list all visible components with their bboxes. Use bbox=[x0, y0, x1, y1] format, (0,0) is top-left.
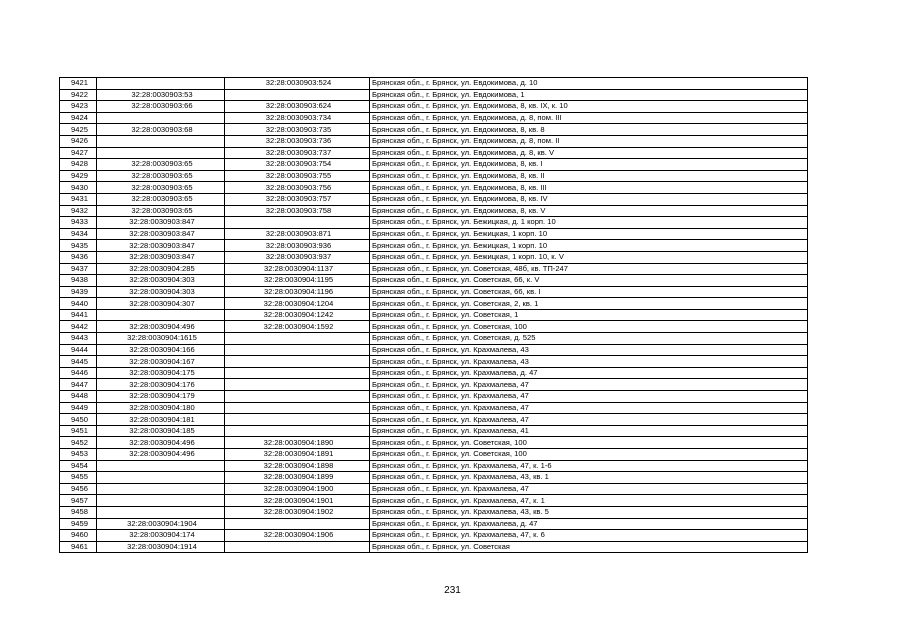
row-number-cell: 9421 bbox=[60, 78, 97, 90]
cadastral-number-cell bbox=[225, 367, 370, 379]
row-number-cell: 9444 bbox=[60, 344, 97, 356]
address-cell: Брянская обл., г. Брянск, ул. Крахмалева, 43, кв. 5 bbox=[370, 506, 808, 518]
parent-cadastral-number-cell: 32:28:0030904:496 bbox=[97, 437, 225, 449]
parent-cadastral-number-cell bbox=[97, 309, 225, 321]
address-cell: Брянская обл., г. Брянск, ул. Крахмалева, 47 bbox=[370, 402, 808, 414]
cadastral-number-cell bbox=[225, 217, 370, 229]
row-number-cell: 9433 bbox=[60, 217, 97, 229]
cadastral-number-cell: 32:28:0030904:1906 bbox=[225, 530, 370, 542]
cadastral-number-cell: 32:28:0030903:757 bbox=[225, 193, 370, 205]
table-row bbox=[60, 89, 808, 101]
table-row bbox=[60, 344, 808, 356]
cadastral-number-cell bbox=[225, 333, 370, 345]
row-number-cell: 9437 bbox=[60, 263, 97, 275]
cadastral-number-cell: 32:28:0030903:734 bbox=[225, 112, 370, 124]
cadastral-number-cell: 32:28:0030904:1900 bbox=[225, 483, 370, 495]
address-cell: Брянская обл., г. Брянск, ул. Крахмалева, 43 bbox=[370, 356, 808, 368]
table-row bbox=[60, 518, 808, 530]
row-number-cell: 9449 bbox=[60, 402, 97, 414]
row-number-cell: 9460 bbox=[60, 530, 97, 542]
address-cell: Брянская обл., г. Брянск, ул. Евдокимова, д. 10 bbox=[370, 78, 808, 90]
cadastral-number-cell bbox=[225, 356, 370, 368]
row-number-cell: 9438 bbox=[60, 275, 97, 287]
cadastral-number-cell: 32:28:0030904:1902 bbox=[225, 506, 370, 518]
parent-cadastral-number-cell: 32:28:0030904:174 bbox=[97, 530, 225, 542]
address-cell: Брянская обл., г. Брянск, ул. Крахмалева, 41 bbox=[370, 425, 808, 437]
cadastral-number-cell: 32:28:0030903:755 bbox=[225, 170, 370, 182]
row-number-cell: 9425 bbox=[60, 124, 97, 136]
cadastral-number-cell bbox=[225, 402, 370, 414]
table-row bbox=[60, 78, 808, 90]
address-cell: Брянская обл., г. Брянск, ул. Евдокимова, 8, кв. II bbox=[370, 170, 808, 182]
table-row bbox=[60, 379, 808, 391]
row-number-cell: 9427 bbox=[60, 147, 97, 159]
table-row bbox=[60, 205, 808, 217]
parent-cadastral-number-cell: 32:28:0030904:180 bbox=[97, 402, 225, 414]
parent-cadastral-number-cell bbox=[97, 506, 225, 518]
cadastral-number-cell: 32:28:0030904:1898 bbox=[225, 460, 370, 472]
address-cell: Брянская обл., г. Брянск, ул. Крахмалева, д. 47 bbox=[370, 518, 808, 530]
row-number-cell: 9459 bbox=[60, 518, 97, 530]
row-number-cell: 9455 bbox=[60, 472, 97, 484]
table-row bbox=[60, 101, 808, 113]
parent-cadastral-number-cell: 32:28:0030904:1904 bbox=[97, 518, 225, 530]
cadastral-number-cell bbox=[225, 391, 370, 403]
address-cell: Брянская обл., г. Брянск, ул. Евдокимова, 8, кв. IX, к. 10 bbox=[370, 101, 808, 113]
row-number-cell: 9443 bbox=[60, 333, 97, 345]
address-cell: Брянская обл., г. Брянск, ул. Евдокимова, 8, кв. V bbox=[370, 205, 808, 217]
cadastral-number-cell: 32:28:0030904:1901 bbox=[225, 495, 370, 507]
parent-cadastral-number-cell: 32:28:0030903:65 bbox=[97, 159, 225, 171]
address-cell: Брянская обл., г. Брянск, ул. Советская, 66, кв. I bbox=[370, 286, 808, 298]
parent-cadastral-number-cell: 32:28:0030903:847 bbox=[97, 228, 225, 240]
row-number-cell: 9430 bbox=[60, 182, 97, 194]
table-row bbox=[60, 263, 808, 275]
parent-cadastral-number-cell: 32:28:0030904:176 bbox=[97, 379, 225, 391]
table-row bbox=[60, 193, 808, 205]
cadastral-number-cell: 32:28:0030903:871 bbox=[225, 228, 370, 240]
address-cell: Брянская обл., г. Брянск, ул. Крахмалева, 47, к. 1-6 bbox=[370, 460, 808, 472]
cadastral-number-cell: 32:28:0030903:524 bbox=[225, 78, 370, 90]
parent-cadastral-number-cell: 32:28:0030904:185 bbox=[97, 425, 225, 437]
row-number-cell: 9426 bbox=[60, 135, 97, 147]
cadastral-number-cell: 32:28:0030903:737 bbox=[225, 147, 370, 159]
parent-cadastral-number-cell: 32:28:0030904:166 bbox=[97, 344, 225, 356]
table-row bbox=[60, 391, 808, 403]
table-row bbox=[60, 402, 808, 414]
address-cell: Брянская обл., г. Брянск, ул. Советская, 66, к. V bbox=[370, 275, 808, 287]
row-number-cell: 9451 bbox=[60, 425, 97, 437]
cadastral-number-cell bbox=[225, 379, 370, 391]
table-row bbox=[60, 286, 808, 298]
cadastral-number-cell bbox=[225, 414, 370, 426]
parent-cadastral-number-cell bbox=[97, 472, 225, 484]
table-row bbox=[60, 483, 808, 495]
row-number-cell: 9422 bbox=[60, 89, 97, 101]
row-number-cell: 9448 bbox=[60, 391, 97, 403]
parent-cadastral-number-cell bbox=[97, 147, 225, 159]
parent-cadastral-number-cell: 32:28:0030904:285 bbox=[97, 263, 225, 275]
parent-cadastral-number-cell: 32:28:0030904:167 bbox=[97, 356, 225, 368]
table-row bbox=[60, 321, 808, 333]
table-row bbox=[60, 495, 808, 507]
table-row bbox=[60, 240, 808, 252]
table-row bbox=[60, 170, 808, 182]
row-number-cell: 9454 bbox=[60, 460, 97, 472]
row-number-cell: 9423 bbox=[60, 101, 97, 113]
parent-cadastral-number-cell bbox=[97, 78, 225, 90]
table-row bbox=[60, 541, 808, 553]
table-row bbox=[60, 147, 808, 159]
parent-cadastral-number-cell: 32:28:0030904:496 bbox=[97, 321, 225, 333]
address-cell: Брянская обл., г. Брянск, ул. Евдокимова, 8, кв. I bbox=[370, 159, 808, 171]
row-number-cell: 9445 bbox=[60, 356, 97, 368]
address-cell: Брянская обл., г. Брянск, ул. Крахмалева, 47 bbox=[370, 391, 808, 403]
address-cell: Брянская обл., г. Брянск, ул. Евдокимова, 8, кв. III bbox=[370, 182, 808, 194]
table-row bbox=[60, 217, 808, 229]
table-row bbox=[60, 135, 808, 147]
parent-cadastral-number-cell: 32:28:0030903:847 bbox=[97, 240, 225, 252]
parent-cadastral-number-cell: 32:28:0030904:181 bbox=[97, 414, 225, 426]
parent-cadastral-number-cell: 32:28:0030903:65 bbox=[97, 182, 225, 194]
parent-cadastral-number-cell: 32:28:0030904:496 bbox=[97, 449, 225, 461]
cadastral-number-cell: 32:28:0030903:735 bbox=[225, 124, 370, 136]
row-number-cell: 9431 bbox=[60, 193, 97, 205]
parent-cadastral-number-cell bbox=[97, 483, 225, 495]
cadastral-number-cell: 32:28:0030903:736 bbox=[225, 135, 370, 147]
parent-cadastral-number-cell: 32:28:0030903:65 bbox=[97, 170, 225, 182]
address-cell: Брянская обл., г. Брянск, ул. Советская, д. 525 bbox=[370, 333, 808, 345]
row-number-cell: 9461 bbox=[60, 541, 97, 553]
cadastral-number-cell bbox=[225, 89, 370, 101]
row-number-cell: 9429 bbox=[60, 170, 97, 182]
row-number-cell: 9441 bbox=[60, 309, 97, 321]
address-cell: Брянская обл., г. Брянск, ул. Бежицкая, 1 корп. 10, к. V bbox=[370, 251, 808, 263]
row-number-cell: 9435 bbox=[60, 240, 97, 252]
table-row bbox=[60, 356, 808, 368]
address-cell: Брянская обл., г. Брянск, ул. Евдокимова, д. 8, кв. V bbox=[370, 147, 808, 159]
cadastral-number-cell: 32:28:0030904:1196 bbox=[225, 286, 370, 298]
cadastral-number-cell: 32:28:0030904:1242 bbox=[225, 309, 370, 321]
table-row bbox=[60, 425, 808, 437]
row-number-cell: 9424 bbox=[60, 112, 97, 124]
address-cell: Брянская обл., г. Брянск, ул. Евдокимова, д. 8, пом. II bbox=[370, 135, 808, 147]
row-number-cell: 9434 bbox=[60, 228, 97, 240]
table-row bbox=[60, 506, 808, 518]
table-row bbox=[60, 460, 808, 472]
address-cell: Брянская обл., г. Брянск, ул. Крахмалева, 43 bbox=[370, 344, 808, 356]
address-cell: Брянская обл., г. Брянск, ул. Советская, 1 bbox=[370, 309, 808, 321]
table-row bbox=[60, 298, 808, 310]
address-cell: Брянская обл., г. Брянск, ул. Евдокимова, 8, кв. 8 bbox=[370, 124, 808, 136]
row-number-cell: 9452 bbox=[60, 437, 97, 449]
cadastral-number-cell: 32:28:0030904:1195 bbox=[225, 275, 370, 287]
parent-cadastral-number-cell bbox=[97, 112, 225, 124]
address-cell: Брянская обл., г. Брянск, ул. Бежицкая, д. 1 корп. 10 bbox=[370, 217, 808, 229]
address-cell: Брянская обл., г. Брянск, ул. Евдокимова, 1 bbox=[370, 89, 808, 101]
parent-cadastral-number-cell: 32:28:0030903:68 bbox=[97, 124, 225, 136]
parent-cadastral-number-cell: 32:28:0030903:65 bbox=[97, 205, 225, 217]
table-row bbox=[60, 333, 808, 345]
address-cell: Брянская обл., г. Брянск, ул. Советская, 100 bbox=[370, 437, 808, 449]
address-cell: Брянская обл., г. Брянск, ул. Крахмалева, д. 47 bbox=[370, 367, 808, 379]
row-number-cell: 9450 bbox=[60, 414, 97, 426]
cadastral-number-cell bbox=[225, 518, 370, 530]
cadastral-number-cell: 32:28:0030903:937 bbox=[225, 251, 370, 263]
parent-cadastral-number-cell bbox=[97, 460, 225, 472]
table-row bbox=[60, 275, 808, 287]
parent-cadastral-number-cell: 32:28:0030904:303 bbox=[97, 286, 225, 298]
table-row bbox=[60, 449, 808, 461]
address-cell: Брянская обл., г. Брянск, ул. Крахмалева, 47 bbox=[370, 414, 808, 426]
table-row bbox=[60, 367, 808, 379]
address-cell: Брянская обл., г. Брянск, ул. Евдокимова, д. 8, пом. III bbox=[370, 112, 808, 124]
registry-table bbox=[59, 77, 808, 553]
row-number-cell: 9439 bbox=[60, 286, 97, 298]
parent-cadastral-number-cell: 32:28:0030903:847 bbox=[97, 217, 225, 229]
parent-cadastral-number-cell bbox=[97, 135, 225, 147]
parent-cadastral-number-cell bbox=[97, 495, 225, 507]
parent-cadastral-number-cell: 32:28:0030904:175 bbox=[97, 367, 225, 379]
table-row bbox=[60, 472, 808, 484]
parent-cadastral-number-cell: 32:28:0030904:303 bbox=[97, 275, 225, 287]
address-cell: Брянская обл., г. Брянск, ул. Крахмалева, 47, к. 6 bbox=[370, 530, 808, 542]
cadastral-number-cell bbox=[225, 541, 370, 553]
cadastral-number-cell bbox=[225, 344, 370, 356]
parent-cadastral-number-cell: 32:28:0030903:66 bbox=[97, 101, 225, 113]
row-number-cell: 9432 bbox=[60, 205, 97, 217]
parent-cadastral-number-cell: 32:28:0030903:65 bbox=[97, 193, 225, 205]
table-row bbox=[60, 228, 808, 240]
table-row bbox=[60, 251, 808, 263]
table-row bbox=[60, 159, 808, 171]
address-cell: Брянская обл., г. Брянск, ул. Крахмалева, 47, к. 1 bbox=[370, 495, 808, 507]
address-cell: Брянская обл., г. Брянск, ул. Советская, 100 bbox=[370, 449, 808, 461]
address-cell: Брянская обл., г. Брянск, ул. Бежицкая, 1 корп. 10 bbox=[370, 240, 808, 252]
table-row bbox=[60, 182, 808, 194]
cadastral-number-cell: 32:28:0030904:1204 bbox=[225, 298, 370, 310]
row-number-cell: 9458 bbox=[60, 506, 97, 518]
address-cell: Брянская обл., г. Брянск, ул. Советская bbox=[370, 541, 808, 553]
cadastral-number-cell: 32:28:0030903:756 bbox=[225, 182, 370, 194]
parent-cadastral-number-cell: 32:28:0030904:307 bbox=[97, 298, 225, 310]
table-row bbox=[60, 309, 808, 321]
row-number-cell: 9457 bbox=[60, 495, 97, 507]
address-cell: Брянская обл., г. Брянск, ул. Советская, 100 bbox=[370, 321, 808, 333]
row-number-cell: 9428 bbox=[60, 159, 97, 171]
page-number: 231 bbox=[444, 585, 461, 596]
row-number-cell: 9442 bbox=[60, 321, 97, 333]
parent-cadastral-number-cell: 32:28:0030904:1615 bbox=[97, 333, 225, 345]
row-number-cell: 9456 bbox=[60, 483, 97, 495]
address-cell: Брянская обл., г. Брянск, ул. Советская, 2, кв. 1 bbox=[370, 298, 808, 310]
parent-cadastral-number-cell: 32:28:0030904:1914 bbox=[97, 541, 225, 553]
address-cell: Брянская обл., г. Брянск, ул. Советская, 48б, кв. ТП-247 bbox=[370, 263, 808, 275]
table-row bbox=[60, 530, 808, 542]
table-row bbox=[60, 414, 808, 426]
address-cell: Брянская обл., г. Брянск, ул. Евдокимова, 8, кв. IV bbox=[370, 193, 808, 205]
address-cell: Брянская обл., г. Брянск, ул. Крахмалева, 47 bbox=[370, 483, 808, 495]
row-number-cell: 9447 bbox=[60, 379, 97, 391]
parent-cadastral-number-cell: 32:28:0030904:179 bbox=[97, 391, 225, 403]
registry-table-body bbox=[60, 78, 808, 553]
cadastral-number-cell: 32:28:0030904:1137 bbox=[225, 263, 370, 275]
cadastral-number-cell: 32:28:0030903:754 bbox=[225, 159, 370, 171]
table-row bbox=[60, 124, 808, 136]
table-row bbox=[60, 437, 808, 449]
parent-cadastral-number-cell: 32:28:0030903:847 bbox=[97, 251, 225, 263]
row-number-cell: 9446 bbox=[60, 367, 97, 379]
row-number-cell: 9453 bbox=[60, 449, 97, 461]
cadastral-number-cell: 32:28:0030903:936 bbox=[225, 240, 370, 252]
cadastral-number-cell: 32:28:0030904:1899 bbox=[225, 472, 370, 484]
cadastral-number-cell bbox=[225, 425, 370, 437]
address-cell: Брянская обл., г. Брянск, ул. Крахмалева, 47 bbox=[370, 379, 808, 391]
address-cell: Брянская обл., г. Брянск, ул. Крахмалева, 43, кв. 1 bbox=[370, 472, 808, 484]
address-cell: Брянская обл., г. Брянск, ул. Бежицкая, 1 корп. 10 bbox=[370, 228, 808, 240]
cadastral-number-cell: 32:28:0030904:1890 bbox=[225, 437, 370, 449]
table-row bbox=[60, 112, 808, 124]
parent-cadastral-number-cell: 32:28:0030903:53 bbox=[97, 89, 225, 101]
cadastral-number-cell: 32:28:0030904:1592 bbox=[225, 321, 370, 333]
cadastral-number-cell: 32:28:0030904:1891 bbox=[225, 449, 370, 461]
cadastral-number-cell: 32:28:0030903:624 bbox=[225, 101, 370, 113]
row-number-cell: 9440 bbox=[60, 298, 97, 310]
row-number-cell: 9436 bbox=[60, 251, 97, 263]
cadastral-number-cell: 32:28:0030903:758 bbox=[225, 205, 370, 217]
